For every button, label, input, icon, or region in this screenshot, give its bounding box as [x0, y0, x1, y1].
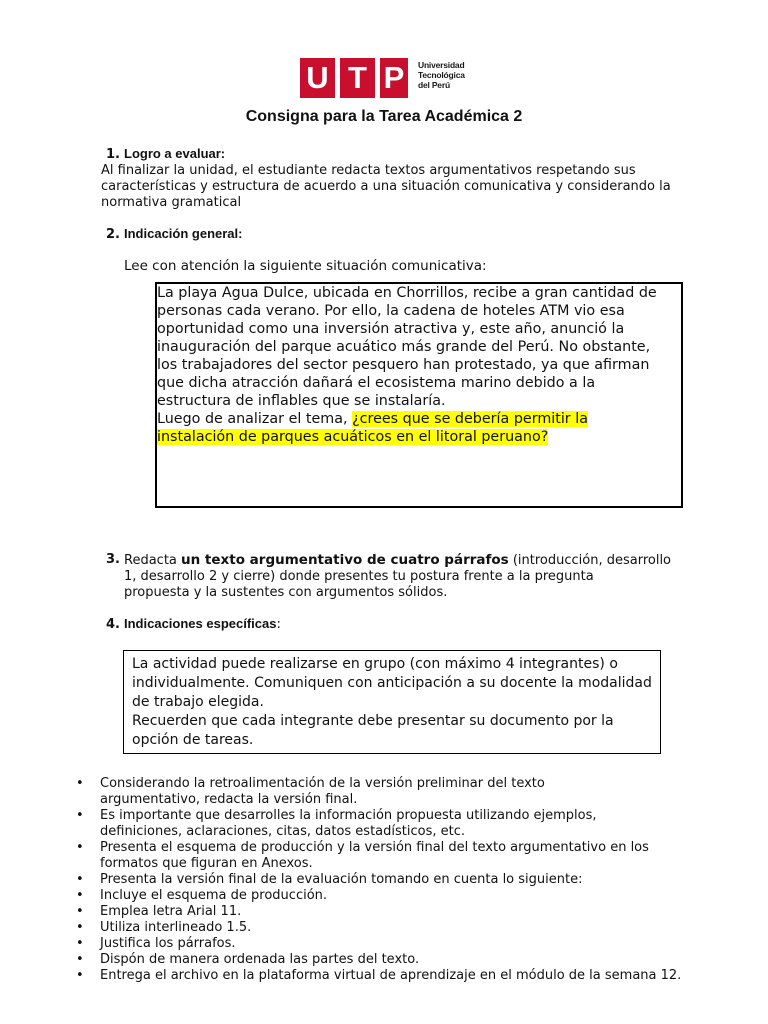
bullet-item	[0, 808, 768, 840]
bullet-dot-icon: •	[76, 936, 84, 951]
bullet-dot-icon: •	[76, 888, 84, 903]
logo-letter-t: T	[340, 58, 375, 98]
question-highlight: ¿crees que se debería permitir la	[352, 411, 588, 427]
bullet-item	[0, 888, 768, 904]
bullet-dot-icon: •	[76, 904, 84, 919]
question-highlight: instalación de parques acuáticos en el litoral peruano?	[157, 429, 549, 445]
situation-line: los trabajadores del sector pesquero han protestado, ya que afirman	[157, 357, 650, 373]
section-3-text	[124, 552, 671, 601]
question-line	[157, 410, 697, 428]
instructions-box	[123, 650, 661, 754]
section-1-label: Logro a evaluar:	[124, 146, 226, 161]
bullet-line: Entrega el archivo en la plataforma virtual de aprendizaje en el módulo de la semana 12.	[100, 968, 682, 983]
bullet-line: Dispón de manera ordenada las partes del texto.	[100, 952, 420, 967]
bullet-line: Utiliza interlineado 1.5.	[100, 920, 252, 935]
bullet-line: Justifica los párrafos.	[100, 936, 236, 951]
section-3-line: 1, desarrollo 2 y cierre) donde presentes tu postura frente a la pregunta	[124, 569, 594, 584]
bullet-dot-icon: •	[76, 968, 84, 983]
logo-line-1: Universidad	[418, 60, 465, 70]
bullet-line: Considerando la retroalimentación de la versión preliminar del texto	[100, 776, 545, 791]
section-1-line: características y estructura de acuerdo a una situación comunicativa y considerando la	[101, 179, 671, 194]
bullet-item	[0, 776, 768, 808]
instructions-line: individualmente. Comuniquen con anticipación a su docente la modalidad	[132, 675, 652, 691]
bullet-dot-icon: •	[76, 872, 84, 887]
bullet-line: Presenta el esquema de producción y la versión final del texto argumentativo en los	[100, 840, 649, 855]
situation-box	[155, 282, 683, 508]
section-1-number: 1.	[106, 147, 120, 162]
bullet-item	[0, 904, 768, 920]
bullet-line: definiciones, aclaraciones, citas, datos estadísticos, etc.	[100, 824, 465, 839]
section-4-number: 4.	[106, 617, 120, 632]
bullet-dot-icon: •	[76, 808, 84, 823]
logo-line-3: del Perú	[418, 80, 450, 90]
page-title: Consigna para la Tarea Académica 2	[245, 108, 523, 125]
section-1-text	[101, 163, 671, 211]
section-3-bold: un texto argumentativo de cuatro párrafos	[181, 552, 509, 568]
question-line	[157, 428, 697, 446]
instructions-line: La actividad puede realizarse en grupo (con máximo 4 integrantes) o	[132, 656, 618, 672]
bullet-dot-icon: •	[76, 776, 84, 791]
situation-line: oportunidad como una inversión atractiva y, este año, anunció la	[157, 321, 625, 337]
instructions-line: de trabajo elegida.	[132, 694, 264, 710]
situation-line: inauguración del parque acuático más grande del Perú. No obstante,	[157, 339, 651, 355]
section-2-number: 2.	[106, 227, 120, 242]
section-4-heading	[124, 616, 281, 632]
bullet-item	[0, 936, 768, 952]
logo-letter-u: U	[300, 58, 335, 98]
bullet-line: Es importante que desarrolles la información propuesta utilizando ejemplos,	[100, 808, 597, 823]
bullet-item	[0, 952, 768, 968]
situation-line: La playa Agua Dulce, ubicada en Chorrillos, recibe a gran cantidad de	[157, 285, 657, 301]
section-2-label: Indicación general:	[124, 226, 243, 241]
question-prefix: Luego de analizar el tema,	[157, 411, 353, 427]
section-3-number: 3.	[106, 552, 120, 567]
bullet-dot-icon: •	[76, 920, 84, 935]
bullet-line: Presenta la versión final de la evaluación tomando en cuenta lo siguiente:	[100, 872, 583, 887]
section-4-colon: :	[276, 617, 281, 632]
section-4-label: Indicaciones específicas	[124, 616, 277, 631]
situation-line: estructura de inflables que se instalaría.	[157, 393, 446, 409]
logo-line-2: Tecnológica	[418, 70, 465, 80]
bullet-item	[0, 872, 768, 888]
bullet-dot-icon: •	[76, 952, 84, 967]
situation-text	[157, 284, 697, 446]
bullet-line: formatos que figuran en Anexos.	[100, 856, 313, 871]
logo-letter-p: P	[380, 58, 408, 98]
section-1-line: Al finalizar la unidad, el estudiante redacta textos argumentativos respetando sus	[101, 163, 636, 178]
bullet-line: argumentativo, redacta la versión final.	[100, 792, 358, 807]
bullet-item	[0, 840, 768, 872]
situation-line: que dicha atracción dañará el ecosistema marino debido a la	[157, 375, 596, 391]
section-3-line	[124, 552, 671, 569]
instructions-line: opción de tareas.	[132, 732, 254, 748]
bullet-list	[0, 776, 768, 984]
section-2-intro: Lee con atención la siguiente situación comunicativa:	[124, 258, 487, 274]
bullet-item	[0, 920, 768, 936]
utp-logo	[300, 58, 470, 98]
section-3-pre: Redacta	[124, 553, 182, 568]
section-1-line: normativa gramatical	[101, 195, 242, 210]
section-3-line: propuesta y la sustentes con argumentos sólidos.	[124, 585, 448, 600]
bullet-line: Incluye el esquema de producción.	[100, 888, 328, 903]
bullet-dot-icon: •	[76, 840, 84, 855]
bullet-line: Emplea letra Arial 11.	[100, 904, 242, 919]
situation-line: personas cada verano. Por ello, la cadena de hoteles ATM vio esa	[157, 303, 625, 319]
bullet-item	[0, 968, 768, 984]
section-3-post: (introducción, desarrollo	[508, 553, 672, 568]
instructions-line: Recuerden que cada integrante debe presentar su documento por la	[132, 713, 614, 729]
